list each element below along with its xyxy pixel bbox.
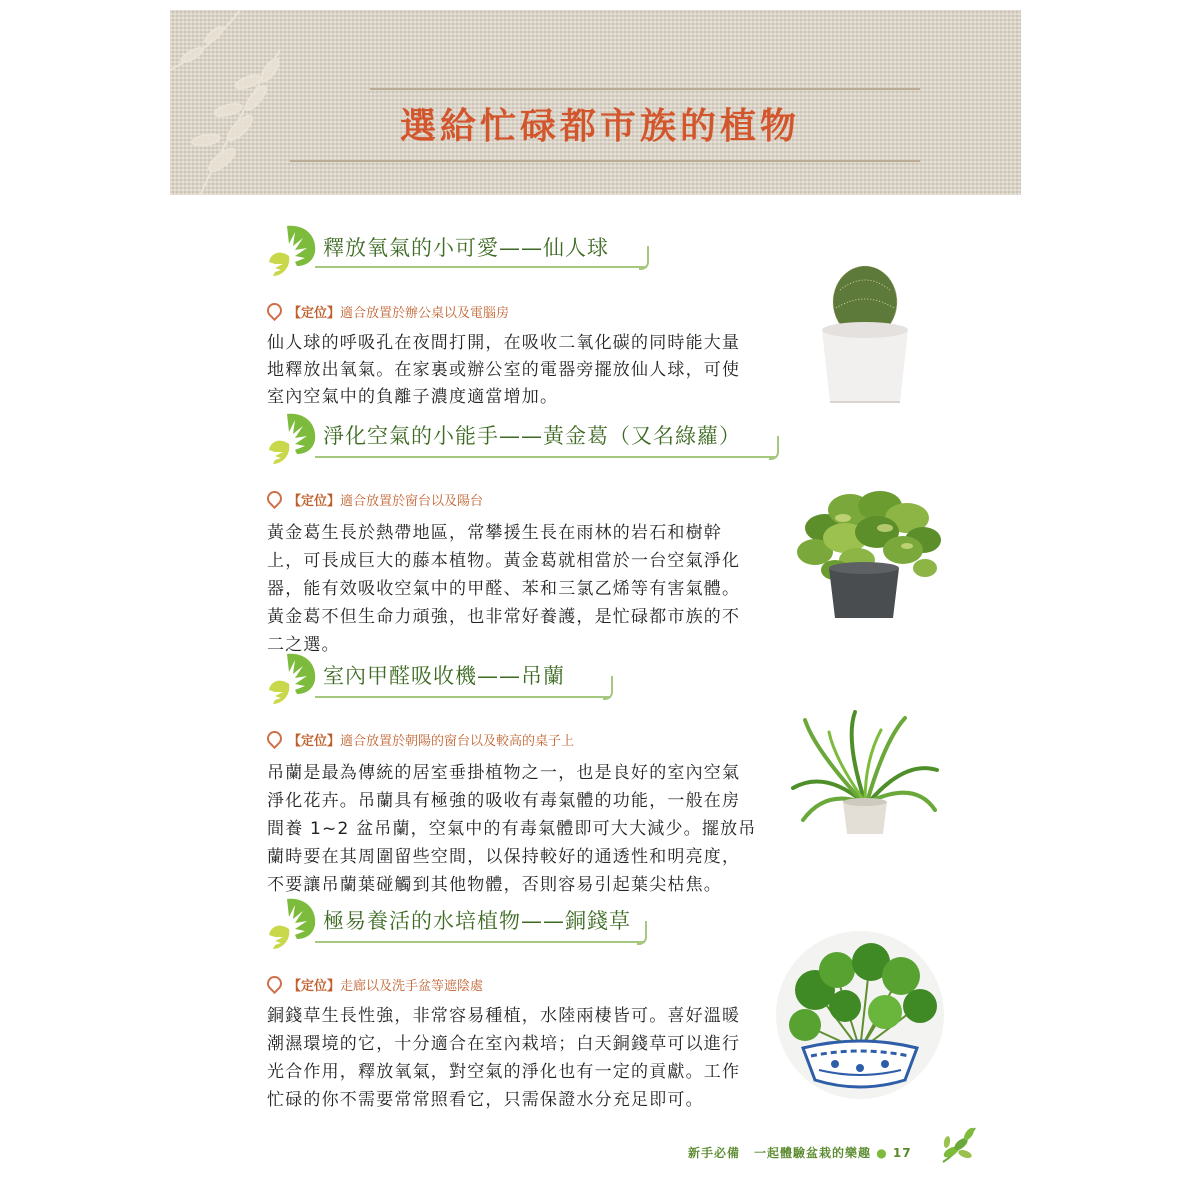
location-note: 【定位】適合放置於辦公桌以及電腦房 [267,302,509,321]
body-text-line: 間養 1~2 盆吊蘭，空氣中的有毒氣體即可大大減少。擺放吊 [267,819,757,839]
body-text-line: 二之選。 [267,635,340,655]
header-rule-top [370,88,920,90]
body-text-line: 黃金葛生長於熱帶地區，常攀援生長在雨林的岩石和樹幹 [267,523,722,543]
body-text-line: 光合作用，釋放氧氣，對空氣的淨化也有一定的貢獻。工作 [267,1062,741,1082]
body-text-line: 蘭時要在其周圍留些空間，以保持較好的通透性和明亮度， [267,847,741,867]
sprig-decoration-icon [935,1122,983,1166]
monstera-leaf-icon [265,895,321,953]
book-page [170,10,1021,1190]
location-pin-icon [264,973,285,994]
pothos-in-grey-pot [795,488,945,623]
body-text-line: 仙人球的呼吸孔在夜間打開，在吸收二氧化碳的同時能大量 [267,333,741,353]
body-text-line: 器，能有效吸收空氣中的甲醛、苯和三氯乙烯等有害氣體。 [267,579,741,599]
section-heading [265,410,795,468]
body-text-line: 淨化花卉。吊蘭具有極強的吸收有毒氣體的功能，一般在房 [267,791,741,811]
section-heading [265,650,795,708]
heading-underline-cap [769,436,779,460]
heading-underline-cap [637,921,647,945]
body-text-line: 銅錢草生長性強，非常容易種植，水陸兩棲皆可。喜好溫暖 [267,1006,741,1026]
location-note: 【定位】適合放置於朝陽的窗台以及較高的桌子上 [267,730,574,749]
location-note: 【定位】適合放置於窗台以及陽台 [267,490,483,509]
section-heading [265,222,795,280]
section-title: 室內甲醛吸收機——吊蘭 [323,664,565,688]
page-header [170,10,1021,195]
location-pin-icon [264,300,285,321]
monstera-leaf-icon [265,222,321,280]
heading-underline-cap [639,246,649,270]
section-title: 釋放氧氣的小可愛——仙人球 [323,236,609,260]
body-text-line: 吊蘭是最為傳統的居室垂掛植物之一，也是良好的室內空氣 [267,763,741,783]
body-text-line: 上，可長成巨大的藤本植物。黃金葛就相當於一台空氣淨化 [267,551,741,571]
section-title: 極易養活的水培植物——銅錢草 [323,909,631,933]
page-title: 選給忙碌都市族的植物 [399,106,800,147]
body-text-line: 潮濕環境的它，十分適合在室內栽培；白天銅錢草可以進行 [267,1034,741,1054]
heading-underline-cap [603,676,613,700]
heading-underline [315,266,647,268]
heading-underline [315,941,645,943]
location-note: 【定位】走廊以及洗手盆等遮陰處 [267,975,483,994]
footer-leaf-icon: ● [876,1146,888,1160]
monstera-leaf-icon [265,650,321,708]
body-text-line: 室內空氣中的負離子濃度適當增加。 [267,387,559,407]
body-text-line: 黃金葛不但生命力頑強，也非常好養護，是忙碌都市族的不 [267,607,741,627]
page-footer [688,1144,912,1161]
heading-underline [315,696,611,698]
footer-series-label: 新手必備 [688,1146,741,1160]
body-text-line: 不要讓吊蘭葉碰觸到其他物體，否則容易引起葉尖枯焦。 [267,875,722,895]
body-text-line: 地釋放出氧氣。在家裏或辦公室的電器旁擺放仙人球，可使 [267,360,741,380]
footer-book-title: 一起體驗盆栽的樂趣 [754,1146,872,1160]
header-rule-bottom [290,160,920,162]
cactus-in-white-pot [810,260,920,410]
spider-plant-in-pot [785,710,945,840]
monstera-leaf-icon [265,410,321,468]
page-number: 17 [892,1146,912,1160]
section-heading [265,895,795,953]
section-title: 淨化空氣的小能手——黃金葛（又名綠蘿） [323,424,741,448]
pennywort-in-blue-white-bowl [775,930,945,1100]
heading-underline [315,456,777,458]
location-pin-icon [264,488,285,509]
body-text-line: 忙碌的你不需要常常照看它，只需保證水分充足即可。 [267,1090,704,1110]
location-pin-icon [264,728,285,749]
